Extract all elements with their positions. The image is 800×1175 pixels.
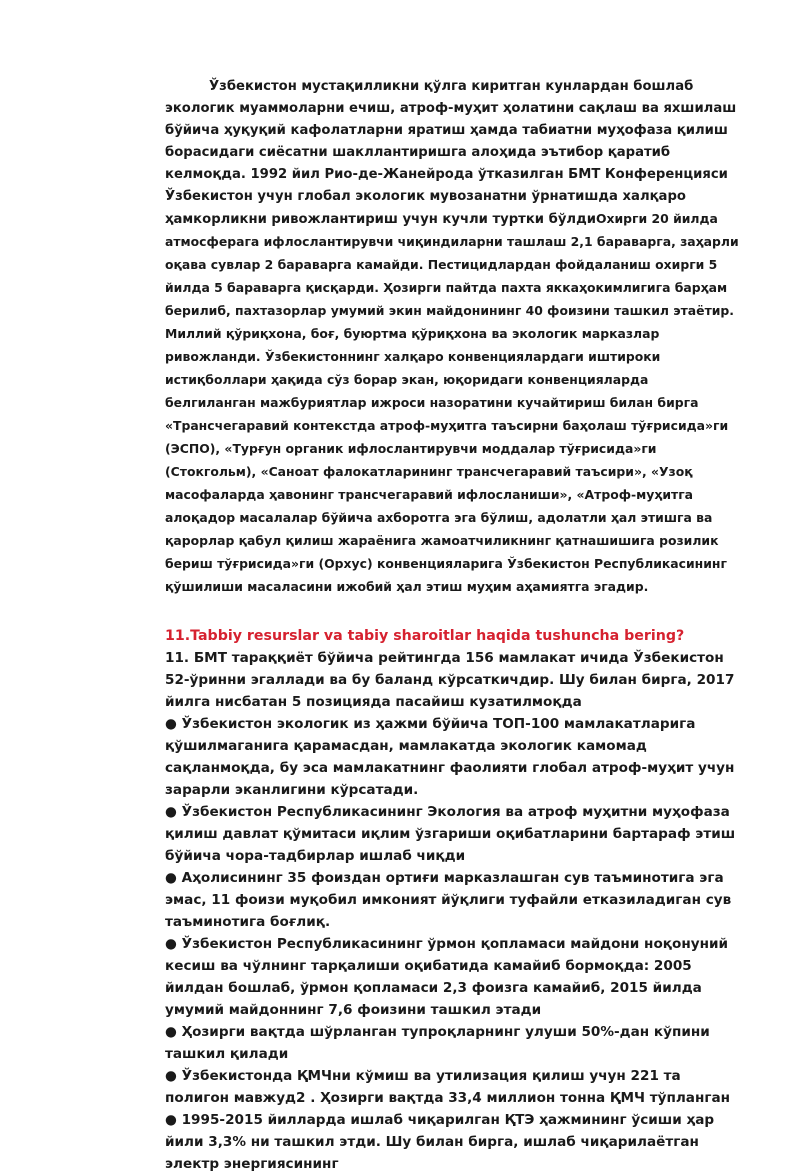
answer-intro: 11. БМТ тараққиёт бўйича рейтингда 156 мамлакат ичида Ўзбекистон 52-ўринни эгаллади ва бу баланд кўрсаткичдир. Шу билан бирга, 2017 йилга нисбатан 5 позицияда пасайиш кузатилмоқда — [165, 650, 735, 710]
bullet-item-7: ● 1995-2015 йилларда ишлаб чиқарилган ҚТЭ ҳажмининг ўсиши ҳар йили 3,3% ни ташкил этди. Шу билан бирга, ишлаб чиқарилаётган электр энергиясининг — [165, 1112, 715, 1172]
question-heading: 11.Tabbiy resurslar va tabiy sharoitlar haqida tushuncha bering? — [165, 628, 685, 644]
intro-paragraph-part2: Охирги 20 йилда атмосферага ифлослантирувчи чиқиндиларни ташлаш 2,1 бараварга, заҳарли оқава сувлар 2 бараварга камайди. Пестицидлардан фойдаланиш охирги 5 йилда 5 бараварга қисқарди. Ҳозирги пайтда пахта яккаҳокимлигига барҳам берилиб, пахтазорлар умумий экин майдонининг 40 фоизини ташкил этаётир. Миллий қўриқхона, боғ, буюртма қўриқхона ва экологик марказлар ривожланди. Ўзбекистоннинг халқаро конвенциялардаги иштироки истиқболлари ҳақида сўз борар экан, юқоридаги конвенцияларда белгиланган мажбуриятлар ижроси назоратини кучайтириш билан бирга «Трансчегаравий контекстда атроф-муҳитга таъсирни баҳолаш тўғрисида»ги (ЭСПО), «Турғун органик ифлослантирувчи моддалар тўғрисида»ги (Стокгольм), «Саноат фалокатларининг трансчегаравий таъсири», «Узоқ масофаларда ҳавонинг трансчегаравий ифлосланиши», «Атроф-муҳитга алоқадор масалалар бўйича ахборотга эга бўлиш, адолатли ҳал этишга ва қарорлар қабул қилиш жараёнига жамоатчиликнинг қатнашишига розилик бериш тўғрисида»ги (Орхус) конвенцияларига Ўзбекистон Республикасининг қўшилиши масаласини ижобий ҳал этиш муҳим аҳамиятга эгадир. — [165, 211, 739, 594]
bullet-item-4: ● Ўзбекистон Республикасининг ўрмон қопламаси майдони ноқонуний кесиш ва чўлнинг тарқалиши оқибатида камайиб бормоқда: 2005 йилдан бошлаб, ўрмон қопламаси 2,3 фоизга камайиб, 2015 йилда умумий майдоннинг 7,6 фоизини ташкил этади — [165, 936, 729, 1018]
bullet-item-6: ● Ўзбекистонда ҚМЧни кўмиш ва утилизация қилиш учун 221 та полигон мавжуд2 . Ҳозирги вақтда 33,4 миллион тонна ҚМЧ тўпланган — [165, 1068, 731, 1106]
bullet-item-1: ● Ўзбекистон экологик из ҳажми бўйича ТОП-100 мамлакатларига қўшилмаганига қарамасдан, мамлакатда экологик камомад сақланмоқда, бу эса мамлакатнинг фаолияти глобал атроф-муҳит учун зарарли эканлигини кўрсатади. — [165, 716, 735, 798]
bullet-item-2: ● Ўзбекистон Республикасининг Экология ва атроф муҳитни муҳофаза қилиш давлат қўмитаси иқлим ўзгариши оқибатларини бартараф этиш бўйича чора-тадбирлар ишлаб чиқди — [165, 804, 736, 864]
bullet-item-3: ● Аҳолисининг 35 фоиздан ортиғи марказлашган сув таъминотига эга эмас, 11 фоизи муқобил имконият йўқлиги туфайли етказиладиган сув таъминотига боғлиқ. — [165, 870, 732, 930]
bullet-item-5: ● Ҳозирги вақтда шўрланган тупроқларнинг улуши 50%-дан кўпини ташкил қилади — [165, 1024, 710, 1062]
intro-paragraph-part1: Ўзбекистон мустақилликни қўлга киритган кунлардан бошлаб экологик муаммоларни ечиш, атроф-муҳит ҳолатини сақлаш ва яхшилаш бўйича ҳуқуқий кафолатларни яратиш ҳамда табиатни муҳофаза қилиш борасидаги сиёсатни шакллантиришга алоҳида эътибор қаратиб келмоқда. 1992 йил Рио-де-Жанейрода ўтказилган БМТ Конференцияси Ўзбекистон учун глобал экологик мувозанатни ўрнатишда халқаро ҳамкорликни ривожлантириш учун кучли туртки бўлди — [165, 79, 737, 227]
intro-paragraph — [165, 76, 740, 599]
document-content — [165, 76, 740, 1175]
